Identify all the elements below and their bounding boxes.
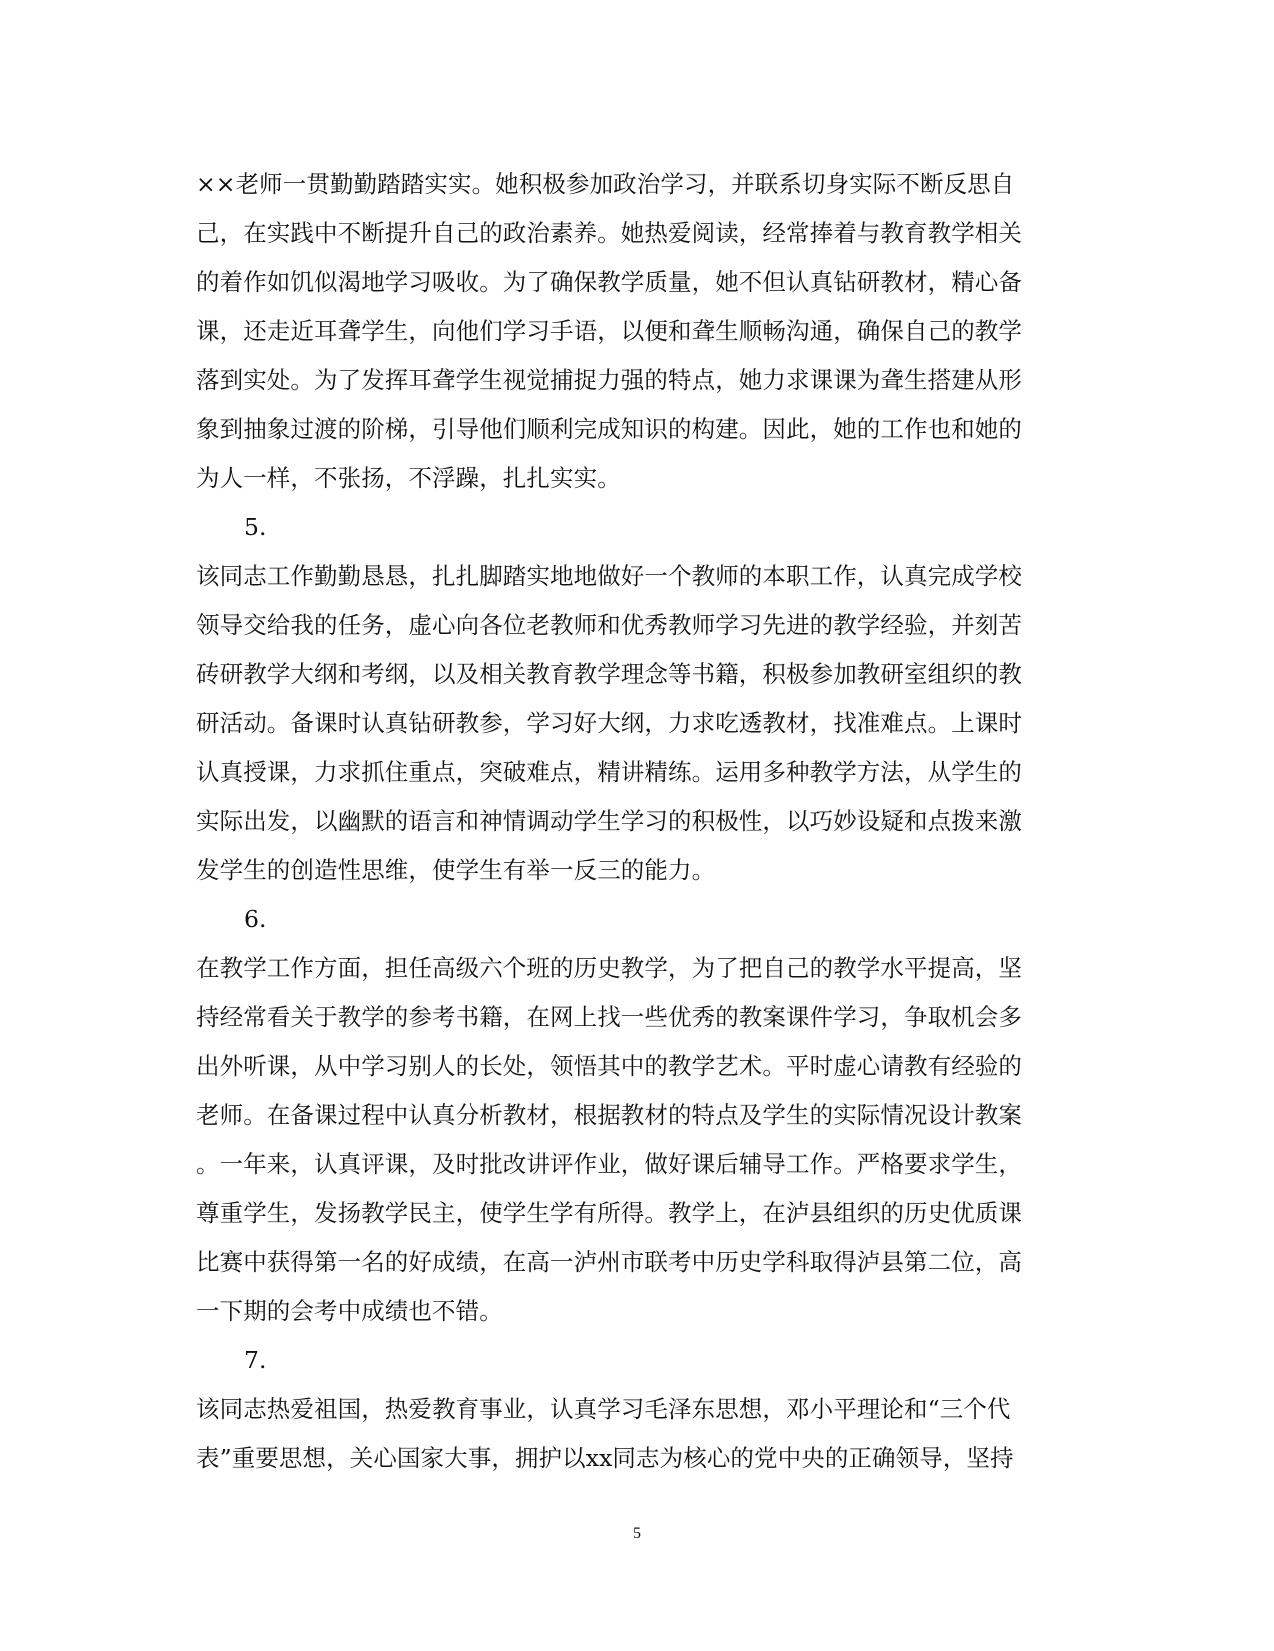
section-number: 5. bbox=[244, 513, 267, 541]
text-line: 课，还走近耳聋学生，向他们学习手语，以便和聋生顺畅沟通，确保自己的教学 bbox=[196, 317, 1022, 345]
text-line: 砖研教学大纲和考纲，以及相关教育教学理念等书籍，积极参加教研室组织的教 bbox=[196, 660, 1022, 688]
text-line: 尊重学生，发扬教学民主，使学生学有所得。教学上，在泸县组织的历史优质课 bbox=[196, 1199, 1022, 1227]
text-line: 己，在实践中不断提升自己的政治素养。她热爱阅读，经常捧着与教育教学相关 bbox=[196, 219, 1022, 247]
text-line: 比赛中获得第一名的好成绩，在高一泸州市联考中历史学科取得泸县第二位，高 bbox=[196, 1248, 1022, 1276]
text-line: 老师。在备课过程中认真分析教材，根据教材的特点及学生的实际情况设计教案 bbox=[196, 1101, 1022, 1129]
text-line: 在教学工作方面，担任高级六个班的历史教学，为了把自己的教学水平提高，坚 bbox=[196, 954, 1022, 982]
text-line: 落到实处。为了发挥耳聋学生视觉捕捉力强的特点，她力求课课为聋生搭建从形 bbox=[196, 366, 1022, 394]
text-line: 研活动。备课时认真钻研教参，学习好大纲，力求吃透教材，找准难点。上课时 bbox=[196, 709, 1022, 737]
text-line: 该同志工作勤勤恳恳，扎扎脚踏实地地做好一个教师的本职工作，认真完成学校 bbox=[196, 562, 1022, 590]
text-line: 。一年来，认真评课，及时批改讲评作业，做好课后辅导工作。严格要求学生， bbox=[196, 1150, 1022, 1178]
page-number: 5 bbox=[633, 1525, 641, 1542]
text-line: 为人一样，不张扬，不浮躁，扎扎实实。 bbox=[196, 464, 621, 492]
text-line: ××老师一贯勤勤踏踏实实。她积极参加政治学习，并联系切身实际不断反思自 bbox=[196, 170, 1015, 198]
text-line: 实际出发，以幽默的语言和神情调动学生学习的积极性，以巧妙设疑和点拨来激 bbox=[196, 807, 1022, 835]
text-line: 领导交给我的任务，虚心向各位老教师和优秀教师学习先进的教学经验，并刻苦 bbox=[196, 611, 1022, 639]
section-number: 7. bbox=[244, 1346, 267, 1374]
text-line: 出外听课，从中学习别人的长处，领悟其中的教学艺术。平时虚心请教有经验的 bbox=[196, 1052, 1022, 1080]
text-line: 的着作如饥似渴地学习吸收。为了确保教学质量，她不但认真钻研教材，精心备 bbox=[196, 268, 1022, 296]
text-line: 表”重要思想，关心国家大事，拥护以xx同志为核心的党中央的正确领导，坚持 bbox=[196, 1444, 1014, 1472]
text-line: 该同志热爱祖国，热爱教育事业，认真学习毛泽东思想，邓小平理论和“三个代 bbox=[196, 1395, 1011, 1423]
section-number: 6. bbox=[244, 905, 267, 933]
text-line: 一下期的会考中成绩也不错。 bbox=[196, 1297, 503, 1325]
text-line: 持经常看关于教学的参考书籍，在网上找一些优秀的教案课件学习，争取机会多 bbox=[196, 1003, 1022, 1031]
text-line: 发学生的创造性思维，使学生有举一反三的能力。 bbox=[196, 856, 716, 884]
document-body bbox=[196, 160, 1076, 1483]
text-line: 认真授课，力求抓住重点，突破难点，精讲精练。运用多种教学方法，从学生的 bbox=[196, 758, 1022, 786]
text-line: 象到抽象过渡的阶梯，引导他们顺利完成知识的构建。因此，她的工作也和她的 bbox=[196, 415, 1022, 443]
